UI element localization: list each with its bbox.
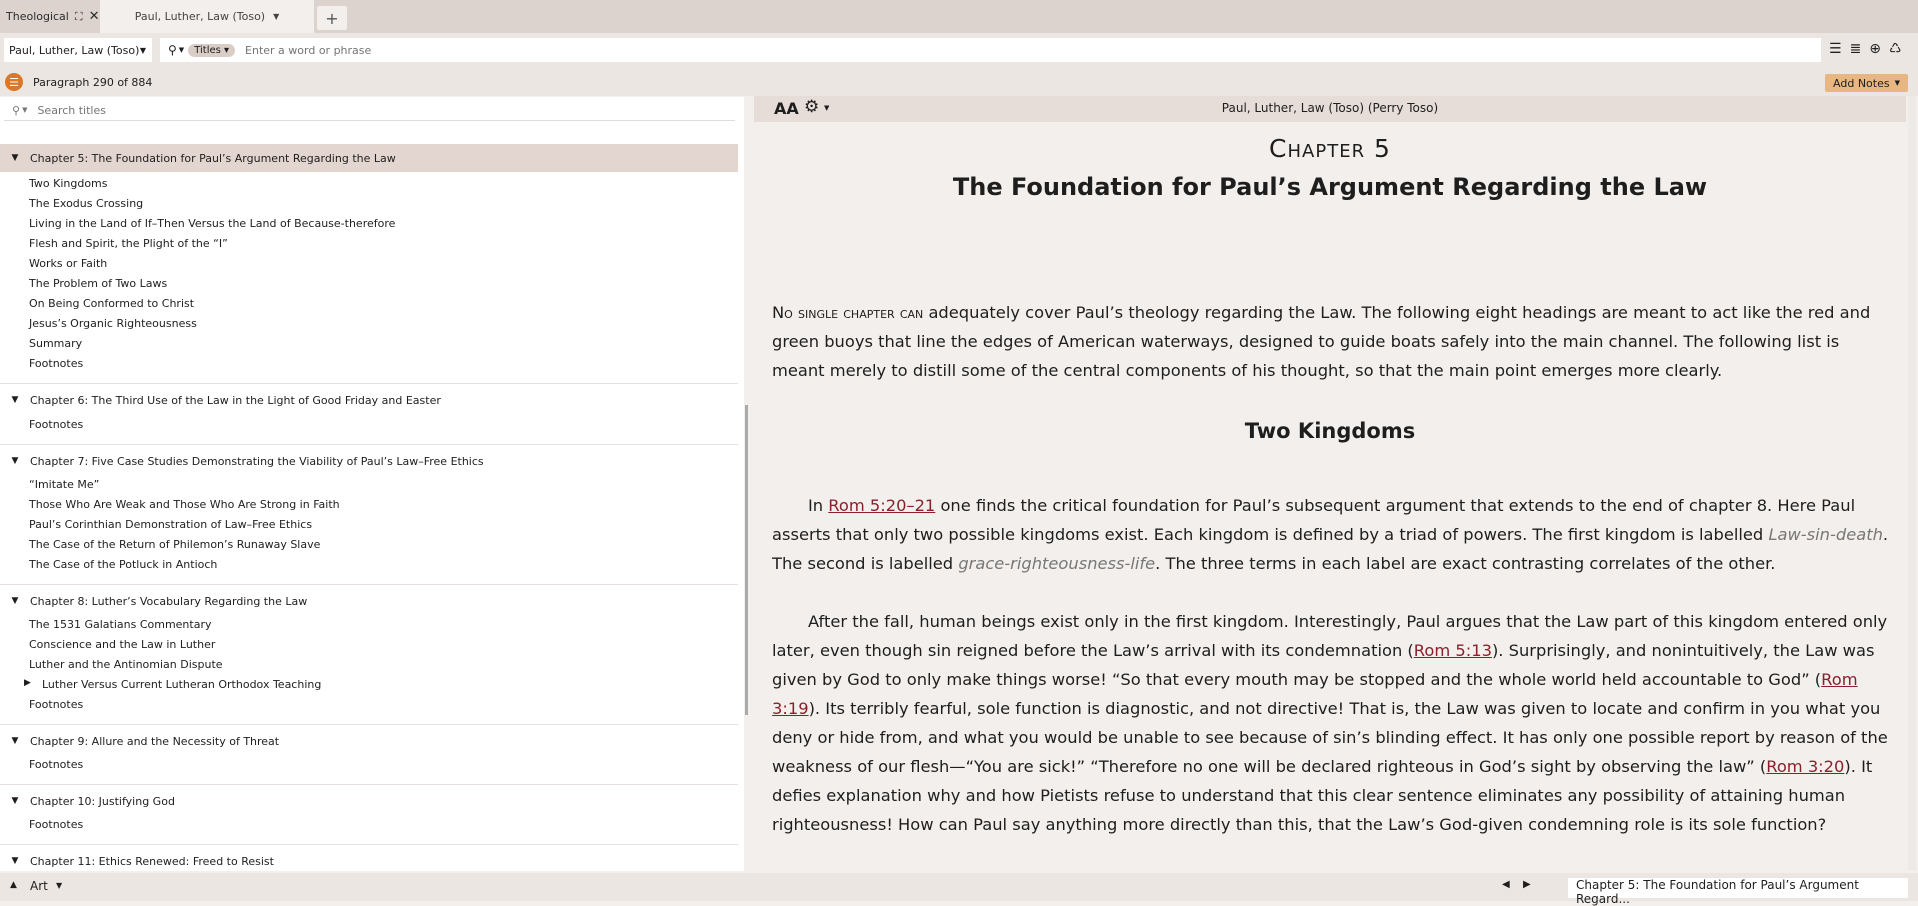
italic-term: grace-righteousness-life xyxy=(958,554,1156,573)
tab-paul-luther-law[interactable] xyxy=(100,0,314,33)
title-search-input[interactable] xyxy=(35,103,639,118)
add-notes-label: Add Notes xyxy=(1833,76,1890,90)
gear-icon[interactable]: ⚙ xyxy=(804,97,820,117)
tab-label: Theological xyxy=(6,10,69,23)
paragraph-text: ). Surprisingly, and nonintuitively, the Law was given by God to only make things worse! “So that every mouth may be stopped and the whole world held accountable to God” ( xyxy=(772,641,1875,689)
font-size-icon[interactable]: AA xyxy=(774,99,799,118)
search-input[interactable] xyxy=(243,43,1647,58)
divider xyxy=(0,584,738,585)
scripture-link[interactable]: Rom 5:13 xyxy=(1413,641,1492,660)
share-icon[interactable]: ♺ xyxy=(1889,41,1902,57)
reader-scrollbar[interactable] xyxy=(1908,96,1916,871)
toc-item[interactable]: The Case of the Potluck in Antioch xyxy=(29,558,218,571)
chevron-down-icon[interactable]: ▼ xyxy=(11,456,19,466)
bottom-bar xyxy=(0,873,1918,906)
toc-chapter-6[interactable] xyxy=(0,386,738,414)
toc-item[interactable]: Footnotes xyxy=(29,758,84,771)
close-icon[interactable]: ✕ xyxy=(88,9,100,24)
tab-label: Paul, Luther, Law (Toso) xyxy=(134,10,266,23)
toc-chapter-title: Chapter 9: Allure and the Necessity of Threat xyxy=(30,734,280,748)
toc-scrollbar[interactable] xyxy=(745,405,748,715)
toc-chapter-9[interactable] xyxy=(0,727,738,755)
paragraph-text: adequately cover Paul’s theology regarding the Law. The following eight headings are meant to act like the red and green buoys that line the edges of American waterways, designed to guide boats safely into the main channel. The following list is meant merely to distill some of the central components of his thought, so that the main point emerges more clearly. xyxy=(772,303,1871,380)
toc-chapter-title: Chapter 11: Ethics Renewed: Freed to Resist xyxy=(30,854,274,868)
scope-select[interactable]: Titles ▾ xyxy=(188,44,235,57)
search-icon: ⚲ xyxy=(12,103,21,117)
divider xyxy=(0,383,738,384)
chevron-down-icon[interactable]: ▼ xyxy=(11,736,19,746)
chevron-down-icon[interactable]: ▼ xyxy=(11,596,19,606)
chevron-down-icon[interactable]: ▼ xyxy=(11,856,19,866)
toc-chapter-title: Chapter 8: Luther’s Vocabulary Regarding the Law xyxy=(30,594,308,608)
toc-item[interactable]: The 1531 Galatians Commentary xyxy=(29,618,212,631)
resource-select[interactable] xyxy=(4,38,152,62)
toc-chapter-title: Chapter 10: Justifying God xyxy=(30,794,175,808)
toc-item[interactable]: Footnotes xyxy=(29,357,84,370)
toc-item[interactable]: Jesus’s Organic Righteousness xyxy=(29,317,197,330)
reader-title: Paul, Luther, Law (Toso) (Perry Toso) xyxy=(1221,101,1439,115)
tab-theological[interactable] xyxy=(0,0,103,33)
section-heading: Two Kingdoms xyxy=(1244,419,1416,443)
scope-label: Titles xyxy=(194,44,221,56)
chevron-right-icon[interactable]: ▶ xyxy=(24,678,31,688)
toc-item[interactable]: Summary xyxy=(29,337,83,350)
list-icon[interactable]: ☰ xyxy=(1829,41,1842,57)
art-label[interactable]: Art xyxy=(30,879,48,893)
scripture-link[interactable]: Rom 5:20–21 xyxy=(828,496,936,515)
toc-item[interactable]: Paul’s Corinthian Demonstration of Law–Free Ethics xyxy=(29,518,313,531)
toc-chapter-8[interactable] xyxy=(0,587,738,615)
paragraph-intro xyxy=(772,298,1890,385)
paragraph-text: In xyxy=(808,496,829,515)
toc-item[interactable]: On Being Conformed to Christ xyxy=(29,297,195,310)
toc-chapter-7[interactable] xyxy=(0,447,738,475)
toc-panel xyxy=(0,97,744,871)
chevron-down-icon[interactable]: ▼ xyxy=(11,153,19,163)
chevron-down-icon[interactable]: ▼ xyxy=(11,395,19,405)
divider xyxy=(0,724,738,725)
chevron-down-icon[interactable]: ▼ xyxy=(11,796,19,806)
paragraph-text: . The second is labelled xyxy=(772,525,1889,573)
reader-panel xyxy=(754,96,1906,871)
chapter-label: Chapter 5 xyxy=(1269,134,1391,163)
toc-item[interactable]: Luther Versus Current Lutheran Orthodox Teaching xyxy=(42,678,322,691)
paragraph-text: ). It defies explanation why and how Pietists refuse to understand that this clear sentence eliminates any possibility of attaining human righteousness! How can Paul say anything more directly than this, that the Law’s God-given condemning role is its sole function? xyxy=(772,757,1873,834)
paragraph-text: one finds the critical foundation for Paul’s subsequent argument that extends to the end of chapter 8. Here Paul asserts that only two possible kingdoms exist. Each kingdom is defined by a triad of powers. The first kingdom is labelled xyxy=(772,496,1856,544)
toc-chapter-title: Chapter 5: The Foundation for Paul’s Argument Regarding the Law xyxy=(30,151,396,165)
add-tab-button[interactable]: + xyxy=(317,6,347,30)
divider xyxy=(0,844,738,845)
add-notes-button[interactable] xyxy=(1825,74,1908,92)
paragraph-two-kingdoms-2 xyxy=(772,607,1890,839)
paragraph-text: . The three terms in each label are exact contrasting correlates of the other. xyxy=(1155,554,1776,573)
chevron-down-icon: ▼ xyxy=(1894,79,1900,87)
scripture-link[interactable]: Rom 3:19 xyxy=(772,670,1858,718)
toc-item[interactable]: Luther and the Antinomian Dispute xyxy=(29,658,223,671)
toc-chapter-title: Chapter 7: Five Case Studies Demonstrating the Viability of Paul’s Law–Free Ethics xyxy=(30,454,484,468)
outline-icon[interactable]: ≣ xyxy=(1849,41,1862,57)
toc-item[interactable]: Those Who Are Weak and Those Who Are Strong in Faith xyxy=(29,498,340,511)
toc-chapter-10[interactable] xyxy=(0,787,738,815)
toc-item[interactable]: The Exodus Crossing xyxy=(29,197,144,210)
expand-icon[interactable]: ⛶ xyxy=(74,9,83,23)
status-row xyxy=(0,71,1918,96)
toc-item[interactable]: Footnotes xyxy=(29,418,84,431)
paragraph-text: After the fall, human beings exist only in the first kingdom. Interestingly, Paul argues that the Law part of this kingdom entered only later, even though sin reigned before the Law’s arrival with its condemnation ( xyxy=(772,612,1888,660)
toc-chapter-title: Chapter 6: The Third Use of the Law in the Light of Good Friday and Easter xyxy=(30,393,441,407)
toc-chapter-5[interactable] xyxy=(0,144,738,172)
paragraph-indicator: Paragraph 290 of 884 xyxy=(33,76,153,89)
search-input-box[interactable] xyxy=(160,38,1821,62)
toc-item[interactable]: Works or Faith xyxy=(29,257,108,270)
resource-select-value: Paul, Luther, Law (Toso) xyxy=(9,43,140,57)
title-search[interactable] xyxy=(4,100,735,121)
toc-item[interactable]: “Imitate Me” xyxy=(29,478,100,491)
toc-item[interactable]: Footnotes xyxy=(29,818,84,831)
next-icon[interactable]: ▶ xyxy=(1523,879,1531,890)
reader-header xyxy=(754,96,1906,122)
chevron-down-icon: ▼ xyxy=(139,45,146,55)
chevron-down-icon[interactable]: ▼ xyxy=(22,106,28,114)
prev-icon[interactable]: ◀ xyxy=(1502,879,1510,890)
chevron-down-icon[interactable]: ▼ xyxy=(824,104,830,112)
toc-item[interactable]: The Problem of Two Laws xyxy=(29,277,168,290)
toc-item[interactable]: Two Kingdoms xyxy=(29,177,108,190)
location-label[interactable]: Chapter 5: The Foundation for Paul’s Argument Regard... xyxy=(1568,878,1908,898)
toc-item[interactable]: Conscience and the Law in Luther xyxy=(29,638,216,651)
toc-item[interactable]: Flesh and Spirit, the Plight of the “I” xyxy=(29,237,228,250)
chapter-title: The Foundation for Paul’s Argument Regarding the Law xyxy=(952,173,1708,201)
search-row xyxy=(0,33,1918,71)
toc-item[interactable]: Footnotes xyxy=(29,698,84,711)
lead-in-text: No single chapter can xyxy=(772,303,924,322)
search-icon[interactable]: ⚲ xyxy=(168,43,177,57)
divider xyxy=(0,784,738,785)
scripture-link[interactable]: Rom 3:20 xyxy=(1766,757,1845,776)
toc-item[interactable]: Living in the Land of If–Then Versus the Land of Because-therefore xyxy=(29,217,396,230)
paragraph-text: ). Its terribly fearful, sole function is diagnostic, and not directive! That is, the Law was given to locate and confirm in you what you deny or hide from, and what you would be unable to see because of sin’s blinding effect. It has only one possible report by reason of the weakness of our flesh—“You are sick!” “Therefore no one will be declared righteous in God’s sight by observing the law” ( xyxy=(772,699,1888,776)
toc-item[interactable]: The Case of the Return of Philemon’s Runaway Slave xyxy=(29,538,321,551)
menu-icon[interactable]: ☰ xyxy=(5,73,23,91)
divider xyxy=(0,444,738,445)
paragraph-two-kingdoms-1 xyxy=(772,491,1890,578)
toolbar-icons xyxy=(1829,41,1902,57)
tab-bar xyxy=(0,0,1918,33)
add-circle-icon[interactable]: ⊕ xyxy=(1869,41,1882,57)
italic-term: Law-sin-death xyxy=(1768,525,1883,544)
chevron-down-icon[interactable]: ▼ xyxy=(178,46,185,54)
toc-chapter-11[interactable] xyxy=(0,847,738,871)
chevron-down-icon[interactable]: ▼ xyxy=(56,881,63,890)
chevron-down-icon[interactable]: ▼ xyxy=(273,12,280,21)
chevron-up-icon[interactable]: ▲ xyxy=(10,880,17,890)
